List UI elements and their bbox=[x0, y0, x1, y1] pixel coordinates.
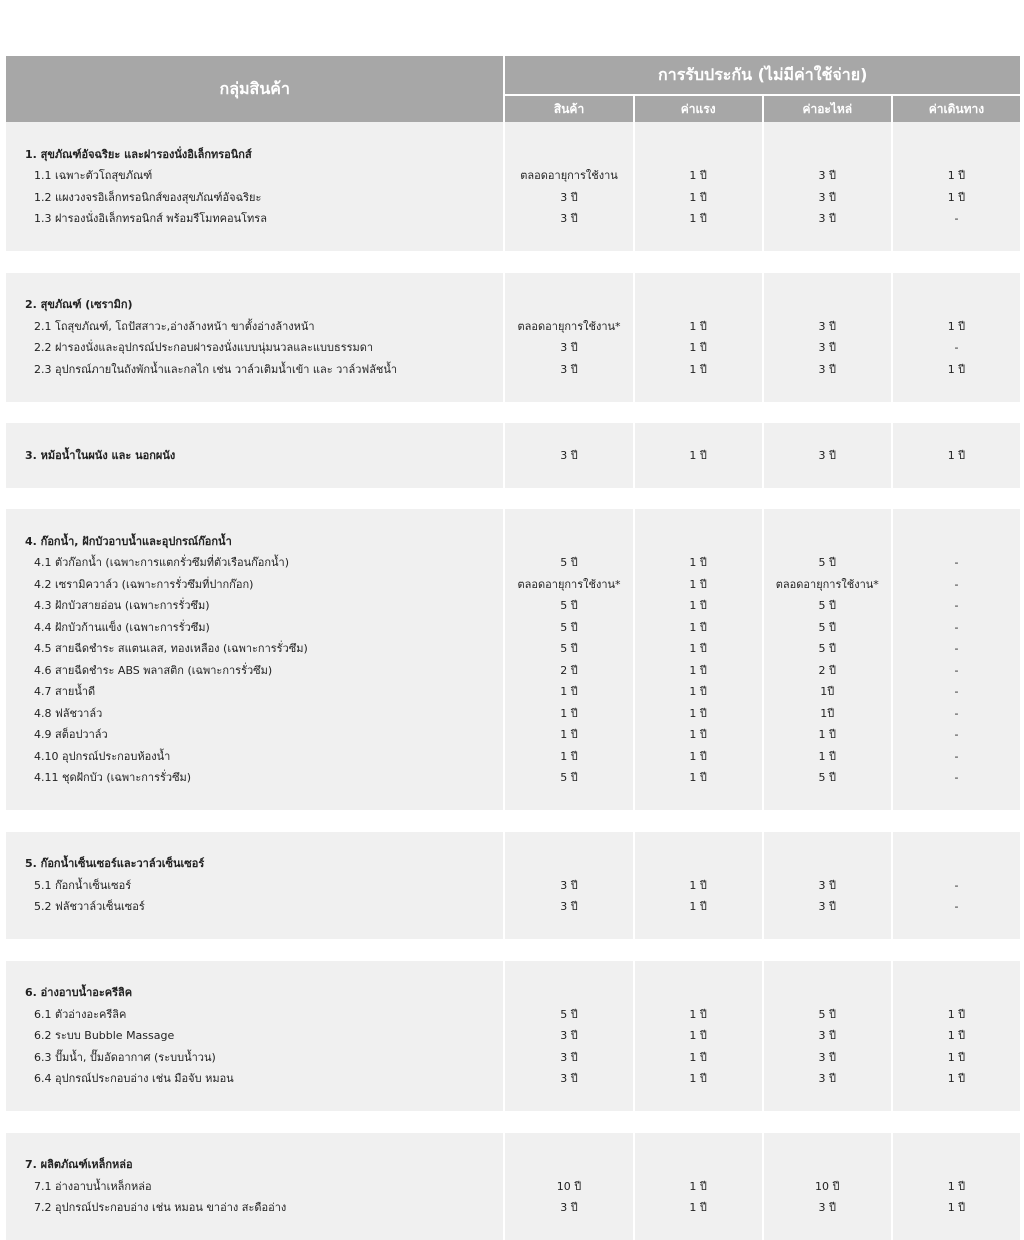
cell-labor: 1 ปี bbox=[633, 316, 762, 338]
cell-parts: 3 ปี bbox=[762, 875, 891, 897]
group-padding bbox=[6, 423, 1020, 445]
column-header-product: สินค้า bbox=[503, 96, 632, 122]
table-row bbox=[6, 1176, 1020, 1198]
cell-product: 1 ปี bbox=[503, 746, 632, 768]
group-separator bbox=[6, 810, 1020, 832]
cell-parts: 3 ปี bbox=[762, 337, 891, 359]
cell-labor: 1 ปี bbox=[633, 703, 762, 725]
cell-product: ตลอดอายุการใช้งาน* bbox=[503, 574, 632, 596]
cell-labor: 1 ปี bbox=[633, 552, 762, 574]
cell-labor: 1 ปี bbox=[633, 896, 762, 918]
cell-product: 5 ปี bbox=[503, 1004, 632, 1026]
cell-travel: - bbox=[891, 703, 1020, 725]
cell-parts: ตลอดอายุการใช้งาน* bbox=[762, 574, 891, 596]
group-padding bbox=[6, 1090, 1020, 1112]
cell-labor: 1 ปี bbox=[633, 445, 762, 467]
table-row bbox=[6, 617, 1020, 639]
cell-travel: - bbox=[891, 767, 1020, 789]
item-name: 4.10 อุปกรณ์ประกอบห้องน้ำ bbox=[6, 746, 503, 768]
table-row bbox=[6, 316, 1020, 338]
group-separator bbox=[6, 488, 1020, 510]
cell-labor: 1 ปี bbox=[633, 1047, 762, 1069]
group-padding bbox=[6, 230, 1020, 252]
cell-labor: 1 ปี bbox=[633, 1197, 762, 1219]
table-row bbox=[6, 660, 1020, 682]
cell-product: 3 ปี bbox=[503, 896, 632, 918]
group-padding bbox=[6, 789, 1020, 811]
cell-travel: - bbox=[891, 681, 1020, 703]
item-name: 2.1 โถสุขภัณฑ์, โถปัสสาวะ,อ่างล้างหน้า ขาตั้งอ่างล้างหน้า bbox=[6, 316, 503, 338]
cell-product: 3 ปี bbox=[503, 1047, 632, 1069]
cell-travel: - bbox=[891, 208, 1020, 230]
cell-travel: 1 ปี bbox=[891, 359, 1020, 381]
cell-travel: - bbox=[891, 746, 1020, 768]
cell-labor: 1 ปี bbox=[633, 574, 762, 596]
cell-travel: 1 ปี bbox=[891, 316, 1020, 338]
cell-parts: 3 ปี bbox=[762, 896, 891, 918]
cell-parts: 5 ปี bbox=[762, 617, 891, 639]
group-padding bbox=[6, 1133, 1020, 1155]
group-title-row bbox=[6, 982, 1020, 1004]
group-padding bbox=[6, 918, 1020, 940]
cell-travel: 1 ปี bbox=[891, 1176, 1020, 1198]
cell-parts: 1 ปี bbox=[762, 724, 891, 746]
cell-product: 3 ปี bbox=[503, 337, 632, 359]
cell-labor: 1 ปี bbox=[633, 746, 762, 768]
table-row bbox=[6, 1047, 1020, 1069]
cell-product: 1 ปี bbox=[503, 681, 632, 703]
cell-parts: 3 ปี bbox=[762, 165, 891, 187]
group-padding bbox=[6, 961, 1020, 983]
cell-parts: 5 ปี bbox=[762, 552, 891, 574]
table-body bbox=[6, 122, 1020, 1240]
table-row bbox=[6, 703, 1020, 725]
cell-labor: 1 ปี bbox=[633, 1025, 762, 1047]
cell-labor: 1 ปี bbox=[633, 724, 762, 746]
item-name: 1.2 แผงวงจรอิเล็กทรอนิกส์ของสุขภัณฑ์อัจฉริยะ bbox=[6, 187, 503, 209]
cell-parts: 2 ปี bbox=[762, 660, 891, 682]
table-row bbox=[6, 638, 1020, 660]
cell-labor: 1 ปี bbox=[633, 681, 762, 703]
cell-product: 3 ปี bbox=[503, 359, 632, 381]
cell-parts: 3 ปี bbox=[762, 187, 891, 209]
group-padding bbox=[6, 832, 1020, 854]
cell-labor: 1 ปี bbox=[633, 660, 762, 682]
cell-parts: 3 ปี bbox=[762, 208, 891, 230]
group-title-row bbox=[6, 853, 1020, 875]
group-separator bbox=[6, 251, 1020, 273]
cell-parts: 5 ปี bbox=[762, 1004, 891, 1026]
cell-travel: 1 ปี bbox=[891, 1025, 1020, 1047]
cell-travel: - bbox=[891, 337, 1020, 359]
cell-parts: 10 ปี bbox=[762, 1176, 891, 1198]
cell-labor: 1 ปี bbox=[633, 1176, 762, 1198]
cell-product: 3 ปี bbox=[503, 1068, 632, 1090]
group-separator bbox=[6, 1111, 1020, 1133]
table-row bbox=[6, 681, 1020, 703]
group-title: 4. ก๊อกน้ำ, ฝักบัวอาบน้ำและอุปกรณ์ก๊อกน้ำ bbox=[6, 531, 503, 553]
warranty-table bbox=[6, 56, 1020, 1240]
cell-parts: 3 ปี bbox=[762, 1197, 891, 1219]
table-row bbox=[6, 208, 1020, 230]
table-row bbox=[6, 595, 1020, 617]
cell-travel: - bbox=[891, 617, 1020, 639]
group-padding bbox=[6, 380, 1020, 402]
group-title-row bbox=[6, 531, 1020, 553]
cell-parts: 5 ปี bbox=[762, 767, 891, 789]
group-padding bbox=[6, 466, 1020, 488]
warranty-header: การรับประกัน (ไม่มีค่าใช้จ่าย) bbox=[503, 56, 1020, 96]
cell-product: 1 ปี bbox=[503, 703, 632, 725]
table-row bbox=[6, 1004, 1020, 1026]
group-title: 6. อ่างอาบน้ำอะครีลิค bbox=[6, 982, 503, 1004]
item-name: 4.2 เซรามิควาล์ว (เฉพาะการรั่วซึมที่ปากก๊อก) bbox=[6, 574, 503, 596]
cell-labor: 1 ปี bbox=[633, 767, 762, 789]
cell-travel: - bbox=[891, 660, 1020, 682]
table-row bbox=[6, 1197, 1020, 1219]
table-row bbox=[6, 724, 1020, 746]
item-name: 4.8 ฟลัชวาล์ว bbox=[6, 703, 503, 725]
item-name: 6.4 อุปกรณ์ประกอบอ่าง เช่น มือจับ หมอน bbox=[6, 1068, 503, 1090]
cell-travel: - bbox=[891, 595, 1020, 617]
cell-product: 3 ปี bbox=[503, 208, 632, 230]
item-name: 6.2 ระบบ Bubble Massage bbox=[6, 1025, 503, 1047]
group-title-row bbox=[6, 144, 1020, 166]
cell-product: 3 ปี bbox=[503, 1197, 632, 1219]
cell-product: 3 ปี bbox=[503, 445, 632, 467]
cell-product: ตลอดอายุการใช้งาน bbox=[503, 165, 632, 187]
cell-product: 5 ปี bbox=[503, 552, 632, 574]
cell-travel: 1 ปี bbox=[891, 1047, 1020, 1069]
item-name: 5.2 ฟลัชวาล์วเซ็นเซอร์ bbox=[6, 896, 503, 918]
group-padding bbox=[6, 273, 1020, 295]
column-header-labor: ค่าแรง bbox=[633, 96, 762, 122]
cell-labor: 1 ปี bbox=[633, 187, 762, 209]
group-title-row bbox=[6, 294, 1020, 316]
group-title: 3. หม้อน้ำในผนัง และ นอกผนัง bbox=[6, 445, 503, 467]
cell-travel: - bbox=[891, 724, 1020, 746]
cell-product: ตลอดอายุการใช้งาน* bbox=[503, 316, 632, 338]
group-separator bbox=[6, 402, 1020, 424]
item-name: 4.1 ตัวก๊อกน้ำ (เฉพาะการแตกรั่วซึมที่ตัวเรือนก๊อกน้ำ) bbox=[6, 552, 503, 574]
cell-labor: 1 ปี bbox=[633, 1068, 762, 1090]
item-name: 4.9 สต็อปวาล์ว bbox=[6, 724, 503, 746]
column-header-travel: ค่าเดินทาง bbox=[891, 96, 1020, 122]
item-name: 4.7 สายน้ำดี bbox=[6, 681, 503, 703]
table-row bbox=[6, 574, 1020, 596]
item-name: 4.3 ฝักบัวสายอ่อน (เฉพาะการรั่วซึม) bbox=[6, 595, 503, 617]
cell-parts: 1 ปี bbox=[762, 746, 891, 768]
table-row bbox=[6, 875, 1020, 897]
cell-travel: - bbox=[891, 875, 1020, 897]
cell-parts: 3 ปี bbox=[762, 1025, 891, 1047]
group-title: 1. สุขภัณฑ์อัจฉริยะ และฝารองนั่งอิเล็กทรอนิกส์ bbox=[6, 144, 503, 166]
table-row bbox=[6, 896, 1020, 918]
cell-travel: 1 ปี bbox=[891, 1068, 1020, 1090]
product-group-header: กลุ่มสินค้า bbox=[6, 56, 503, 122]
cell-parts: 3 ปี bbox=[762, 445, 891, 467]
table-row bbox=[6, 187, 1020, 209]
cell-travel: 1 ปี bbox=[891, 1197, 1020, 1219]
cell-travel: - bbox=[891, 638, 1020, 660]
cell-labor: 1 ปี bbox=[633, 875, 762, 897]
item-name: 4.4 ฝักบัวก้านแข็ง (เฉพาะการรั่วซึม) bbox=[6, 617, 503, 639]
cell-parts: 3 ปี bbox=[762, 1047, 891, 1069]
cell-product: 10 ปี bbox=[503, 1176, 632, 1198]
cell-travel: 1 ปี bbox=[891, 187, 1020, 209]
cell-labor: 1 ปี bbox=[633, 1004, 762, 1026]
table-row bbox=[6, 1068, 1020, 1090]
table-header bbox=[6, 56, 1020, 122]
table-row bbox=[6, 337, 1020, 359]
group-title-row bbox=[6, 1154, 1020, 1176]
cell-travel: 1 ปี bbox=[891, 1004, 1020, 1026]
item-name: 4.5 สายฉีดชำระ สแตนเลส, ทองเหลือง (เฉพาะการรั่วซึม) bbox=[6, 638, 503, 660]
cell-travel: - bbox=[891, 574, 1020, 596]
cell-travel: - bbox=[891, 896, 1020, 918]
item-name: 5.1 ก๊อกน้ำเซ็นเซอร์ bbox=[6, 875, 503, 897]
cell-parts: 1ปี bbox=[762, 681, 891, 703]
cell-product: 3 ปี bbox=[503, 875, 632, 897]
table-row bbox=[6, 1025, 1020, 1047]
cell-product: 3 ปี bbox=[503, 1025, 632, 1047]
cell-travel: 1 ปี bbox=[891, 165, 1020, 187]
cell-labor: 1 ปี bbox=[633, 617, 762, 639]
item-name: 4.6 สายฉีดชำระ ABS พลาสติก (เฉพาะการรั่วซึม) bbox=[6, 660, 503, 682]
cell-parts: 3 ปี bbox=[762, 316, 891, 338]
group-title: 2. สุขภัณฑ์ (เซรามิก) bbox=[6, 294, 503, 316]
item-name: 6.3 ปั๊มน้ำ, ปั๊มอัดอากาศ (ระบบน้ำวน) bbox=[6, 1047, 503, 1069]
item-name: 4.11 ชุดฝักบัว (เฉพาะการรั่วซึม) bbox=[6, 767, 503, 789]
cell-product: 5 ปี bbox=[503, 595, 632, 617]
item-name: 1.3 ฝารองนั่งอิเล็กทรอนิกส์ พร้อมรีโมทคอนโทรล bbox=[6, 208, 503, 230]
cell-parts: 3 ปี bbox=[762, 359, 891, 381]
cell-labor: 1 ปี bbox=[633, 208, 762, 230]
cell-labor: 1 ปี bbox=[633, 337, 762, 359]
cell-parts: 5 ปี bbox=[762, 638, 891, 660]
item-name: 2.3 อุปกรณ์ภายในถังพักน้ำและกลไก เช่น วาล์วเติมน้ำเข้า และ วาล์วฟลัชน้ำ bbox=[6, 359, 503, 381]
column-header-parts: ค่าอะไหล่ bbox=[762, 96, 891, 122]
group-title: 5. ก๊อกน้ำเซ็นเซอร์และวาล์วเซ็นเซอร์ bbox=[6, 853, 503, 875]
item-name: 2.2 ฝารองนั่งและอุปกรณ์ประกอบฝารองนั่งแบบนุ่มนวลและแบบธรรมดา bbox=[6, 337, 503, 359]
group-title: 7. ผลิตภัณฑ์เหล็กหล่อ bbox=[6, 1154, 503, 1176]
cell-labor: 1 ปี bbox=[633, 595, 762, 617]
cell-parts: 5 ปี bbox=[762, 595, 891, 617]
group-title-row bbox=[6, 445, 1020, 467]
cell-product: 5 ปี bbox=[503, 767, 632, 789]
cell-travel: - bbox=[891, 552, 1020, 574]
item-name: 6.1 ตัวอ่างอะครีลิค bbox=[6, 1004, 503, 1026]
group-padding bbox=[6, 122, 1020, 144]
item-name: 7.2 อุปกรณ์ประกอบอ่าง เช่น หมอน ขาอ่าง สะดืออ่าง bbox=[6, 1197, 503, 1219]
table-row bbox=[6, 165, 1020, 187]
cell-product: 3 ปี bbox=[503, 187, 632, 209]
table-row bbox=[6, 359, 1020, 381]
cell-travel: 1 ปี bbox=[891, 445, 1020, 467]
cell-labor: 1 ปี bbox=[633, 165, 762, 187]
group-padding bbox=[6, 509, 1020, 531]
table-row bbox=[6, 767, 1020, 789]
group-separator bbox=[6, 939, 1020, 961]
item-name: 1.1 เฉพาะตัวโถสุขภัณฑ์ bbox=[6, 165, 503, 187]
cell-parts: 1ปี bbox=[762, 703, 891, 725]
cell-labor: 1 ปี bbox=[633, 638, 762, 660]
item-name: 7.1 อ่างอาบน้ำเหล็กหล่อ bbox=[6, 1176, 503, 1198]
cell-product: 5 ปี bbox=[503, 617, 632, 639]
table-row bbox=[6, 746, 1020, 768]
cell-labor: 1 ปี bbox=[633, 359, 762, 381]
cell-product: 1 ปี bbox=[503, 724, 632, 746]
group-padding bbox=[6, 1219, 1020, 1240]
table-row bbox=[6, 552, 1020, 574]
cell-product: 2 ปี bbox=[503, 660, 632, 682]
cell-parts: 3 ปี bbox=[762, 1068, 891, 1090]
cell-product: 5 ปี bbox=[503, 638, 632, 660]
